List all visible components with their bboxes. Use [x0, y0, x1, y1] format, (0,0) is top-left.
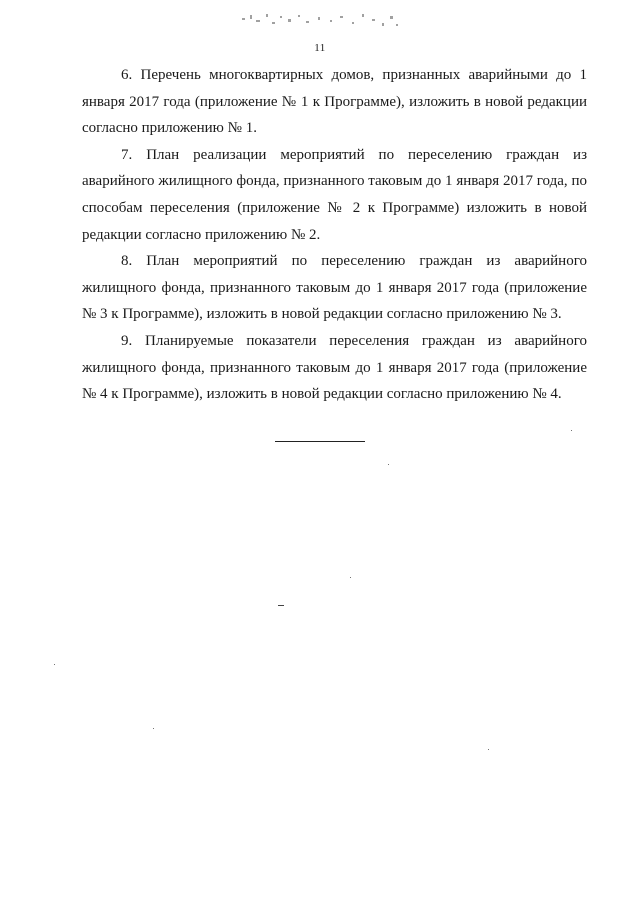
scan-speck: [388, 464, 389, 465]
scan-speck: [153, 728, 154, 729]
document-body: [82, 62, 587, 408]
scan-speck: [571, 430, 572, 431]
paragraph-9: 9. Планируемые показатели переселения граждан из аварийного жилищного фонда, признанного таковым до 1 января 2017 года (приложение № 4 к Программе), изложить в новой редакции согласно приложению № 4.: [82, 332, 587, 403]
scan-artifact-marks: [236, 10, 406, 32]
scan-speck: [278, 605, 284, 606]
paragraph-7: 7. План реализации мероприятий по переселению граждан из аварийного жилищного фонда, признанного таковым до 1 января 2017 года, по способам переселения (приложение № 2 к Программе) изложить в новой редакции согласно приложению № 2.: [82, 146, 587, 243]
end-of-text-rule: [275, 441, 365, 442]
scan-speck: [488, 749, 489, 750]
paragraph-8: 8. План мероприятий по переселению граждан из аварийного жилищного фонда, признанного таковым до 1 января 2017 года (приложение № 3 к Программе), изложить в новой редакции согласно приложению № 3.: [82, 253, 587, 323]
scan-speck: [350, 577, 351, 578]
page-number: 11: [314, 42, 326, 54]
paragraph-6: 6. Перечень многоквартирных домов, признанных аварийными до 1 января 2017 года (приложение № 1 к Программе), изложить в новой редакции согласно приложению № 1.: [82, 67, 587, 137]
scan-speck: [54, 664, 55, 665]
